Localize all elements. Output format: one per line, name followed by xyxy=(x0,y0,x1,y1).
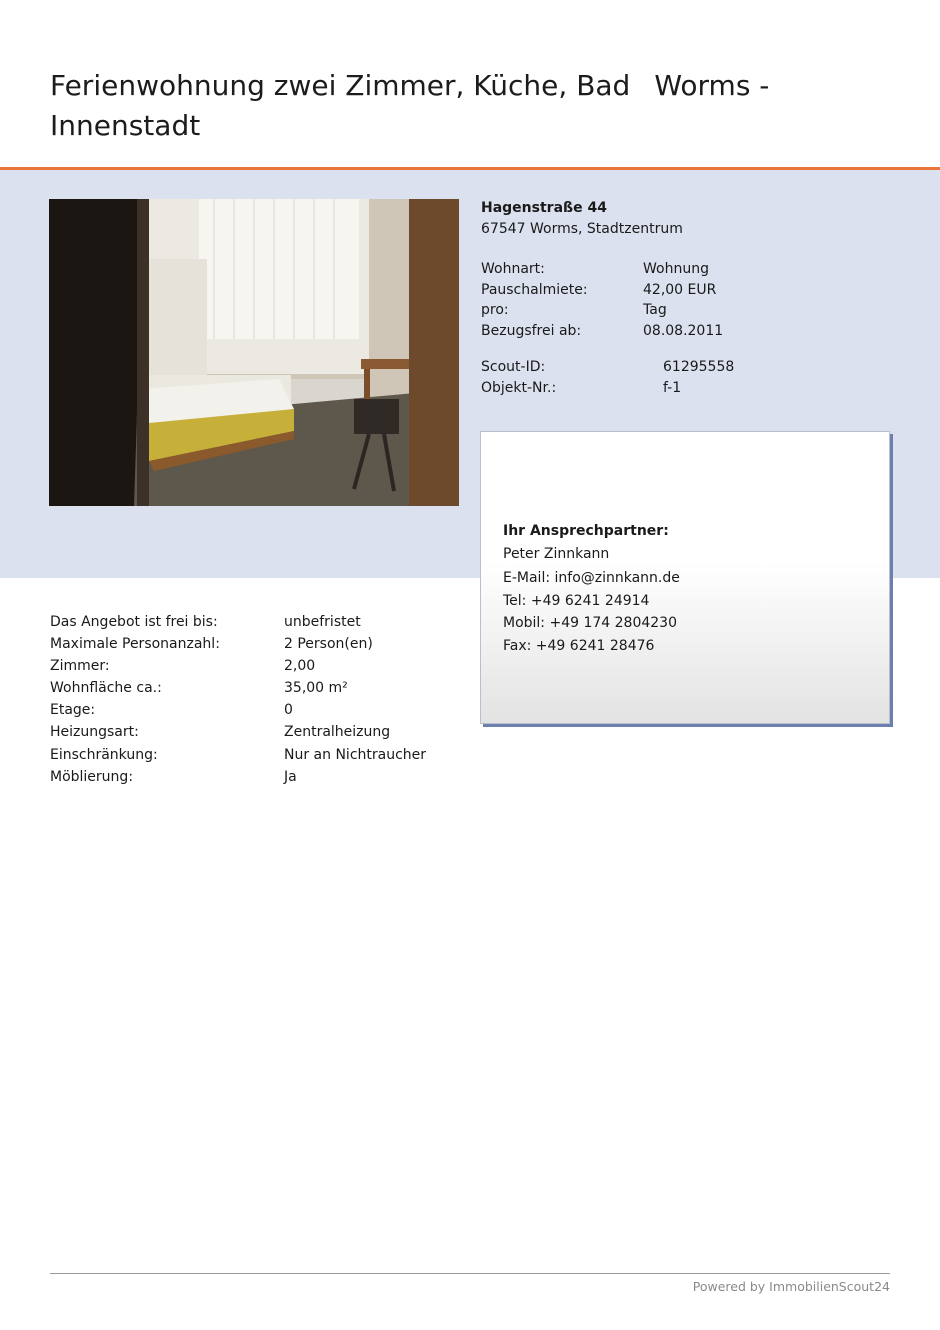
address-city: 67547 Worms, Stadtzentrum xyxy=(481,221,683,237)
fact-row xyxy=(481,321,723,342)
address-block xyxy=(481,198,683,240)
detail-value: Ja xyxy=(284,768,297,785)
property-photo[interactable] xyxy=(49,199,459,506)
detail-value: 2 Person(en) xyxy=(284,636,373,653)
detail-label: Das Angebot ist frei bis: xyxy=(50,614,218,630)
detail-value: Zentralheizung xyxy=(284,724,391,741)
contact-heading: Ihr Ansprechpartner: xyxy=(503,523,669,539)
title-part-2: Worms - Innenstadt xyxy=(50,69,770,142)
contact-name: Peter Zinnkann xyxy=(503,545,610,562)
fact-label: Bezugsfrei ab: xyxy=(481,322,582,339)
detail-label: Maximale Personanzahl: xyxy=(50,636,220,653)
detail-label: Wohnfläche ca.: xyxy=(50,680,162,697)
fact-label: Pauschalmiete: xyxy=(481,281,588,298)
detail-value: 0 xyxy=(284,702,293,719)
detail-value: 2,00 xyxy=(284,658,316,675)
contact-mobil[interactable]: Mobil: +49 174 2804230 xyxy=(503,615,677,631)
detail-label: Zimmer: xyxy=(50,658,110,675)
detail-row xyxy=(50,677,426,699)
listing-ids xyxy=(481,357,734,398)
contact-box xyxy=(480,431,890,724)
detail-value: 35,00 m² xyxy=(284,680,348,697)
detail-label: Etage: xyxy=(50,702,96,719)
contact-email[interactable]: E-Mail: info@zinnkann.de xyxy=(503,570,680,586)
address-street: Hagenstraße 44 xyxy=(481,200,607,216)
id-value: f-1 xyxy=(663,379,682,396)
detail-row xyxy=(50,766,426,788)
fact-row xyxy=(481,280,723,301)
detail-row xyxy=(50,611,426,633)
detail-value: unbefristet xyxy=(284,614,361,630)
contact-tel[interactable]: Tel: +49 6241 24914 xyxy=(503,592,650,609)
detail-row xyxy=(50,655,426,677)
footer-divider xyxy=(50,1273,890,1274)
detail-label: Möblierung: xyxy=(50,768,134,785)
detail-label: Heizungsart: xyxy=(50,724,139,741)
title-part-1: Ferienwohnung zwei Zimmer, Küche, Bad xyxy=(50,69,631,102)
detail-row xyxy=(50,633,426,655)
fact-value: Tag xyxy=(643,302,667,318)
id-label: Scout-ID: xyxy=(481,359,546,375)
fact-value: 08.08.2011 xyxy=(643,322,724,339)
id-row xyxy=(481,378,734,399)
detail-row xyxy=(50,721,426,743)
details-list xyxy=(50,611,426,788)
page-title xyxy=(50,66,890,146)
fact-label: pro: xyxy=(481,302,509,318)
detail-label: Einschränkung: xyxy=(50,746,158,763)
detail-value: Nur an Nichtraucher xyxy=(284,746,427,763)
bedroom-photo-image xyxy=(49,199,459,506)
fact-value: 42,00 EUR xyxy=(643,281,717,298)
id-row xyxy=(481,357,734,378)
fact-value: Wohnung xyxy=(643,261,709,277)
id-label: Objekt-Nr.: xyxy=(481,379,557,396)
key-facts xyxy=(481,259,723,341)
id-value: 61295558 xyxy=(663,359,735,375)
detail-row xyxy=(50,744,426,766)
contact-fax: Fax: +49 6241 28476 xyxy=(503,637,655,654)
fact-label: Wohnart: xyxy=(481,261,545,277)
footer-credit[interactable]: Powered by ImmobilienScout24 xyxy=(692,1279,890,1294)
detail-row xyxy=(50,699,426,721)
fact-row xyxy=(481,259,723,280)
fact-row xyxy=(481,300,723,321)
